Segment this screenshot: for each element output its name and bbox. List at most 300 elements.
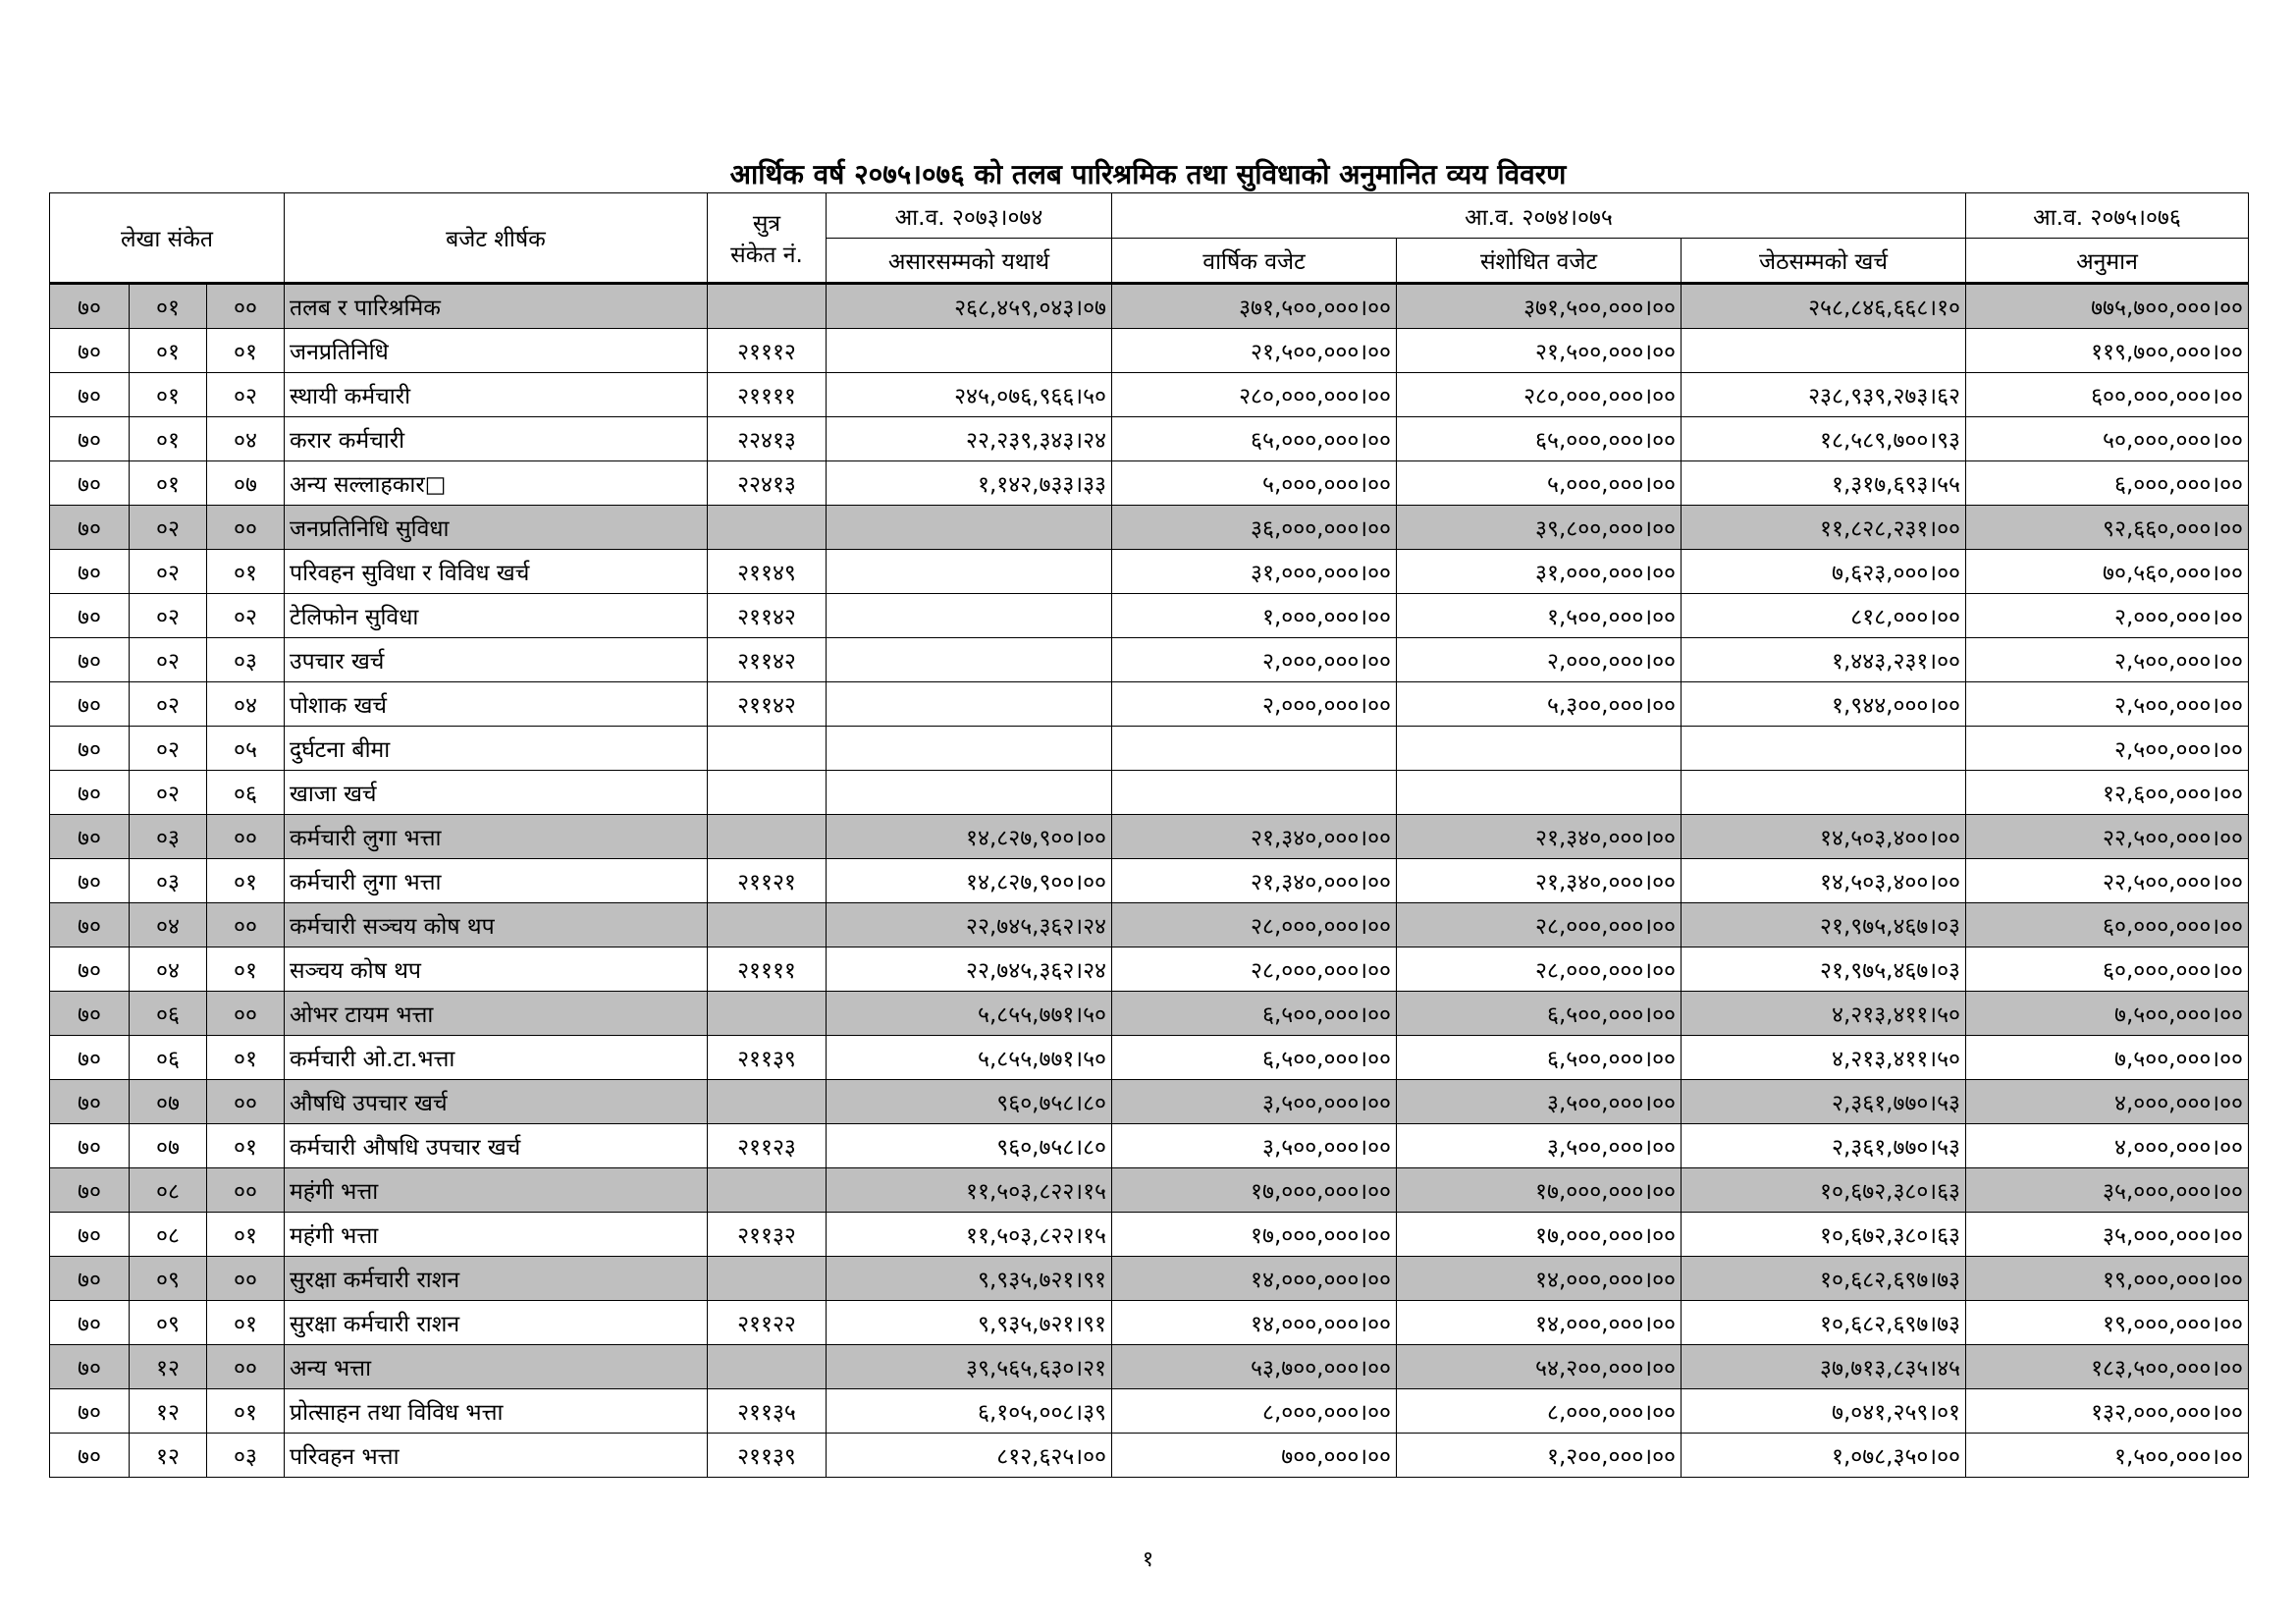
cell-code-2: ०२ xyxy=(130,727,207,771)
cell-code-1: ७० xyxy=(50,1345,130,1389)
table-row-group xyxy=(50,903,2249,947)
cell-revised-budget: ३१,०००,०००।०० xyxy=(1397,550,1682,594)
cell-estimate: १८३,५००,०००।०० xyxy=(1966,1345,2249,1389)
cell-estimate: १२,६००,०००।०० xyxy=(1966,771,2249,815)
cell-annual-budget: १४,०००,०००।०० xyxy=(1112,1301,1397,1345)
cell-code-1: ७० xyxy=(50,1080,130,1124)
cell-asar-actual: ३९,५६५,६३०।२१ xyxy=(827,1345,1112,1389)
cell-annual-budget: ६,५००,०००।०० xyxy=(1112,1036,1397,1080)
cell-code-3: ०१ xyxy=(207,1389,285,1434)
table-row xyxy=(50,1124,2249,1168)
cell-code-3: ०० xyxy=(207,992,285,1036)
cell-annual-budget: ७००,०००।०० xyxy=(1112,1434,1397,1478)
cell-annual-budget: २८,०००,०००।०० xyxy=(1112,947,1397,992)
cell-estimate: २२,५००,०००।०० xyxy=(1966,815,2249,859)
cell-jeth-expense: १०,६८२,६९७।७३ xyxy=(1682,1301,1966,1345)
cell-estimate: १३२,०००,०००।०० xyxy=(1966,1389,2249,1434)
cell-annual-budget: ३,५००,०००।०० xyxy=(1112,1124,1397,1168)
cell-sutra-code: २११३९ xyxy=(708,1036,827,1080)
cell-code-1: ७० xyxy=(50,1257,130,1301)
table-row xyxy=(50,550,2249,594)
cell-budget-title: कर्मचारी लुगा भत्ता xyxy=(285,815,708,859)
cell-code-2: ०४ xyxy=(130,903,207,947)
cell-code-1: ७० xyxy=(50,373,130,417)
cell-code-3: ०३ xyxy=(207,638,285,682)
header-sutra-line1: सुत्र xyxy=(752,211,781,237)
cell-asar-actual: ६,१०५,००८।३९ xyxy=(827,1389,1112,1434)
cell-jeth-expense: २,३६१,७७०।५३ xyxy=(1682,1124,1966,1168)
cell-estimate: ७,५००,०००।०० xyxy=(1966,1036,2249,1080)
cell-revised-budget: २८,०००,०००।०० xyxy=(1397,947,1682,992)
cell-code-1: ७० xyxy=(50,1434,130,1478)
cell-revised-budget: ३,५००,०००।०० xyxy=(1397,1124,1682,1168)
cell-code-3: ०० xyxy=(207,1257,285,1301)
cell-annual-budget xyxy=(1112,727,1397,771)
cell-revised-budget: १७,०००,०००।०० xyxy=(1397,1168,1682,1213)
cell-annual-budget: २,०००,०००।०० xyxy=(1112,638,1397,682)
cell-budget-title: पोशाक खर्च xyxy=(285,682,708,727)
cell-budget-title: कर्मचारी ओ.टा.भत्ता xyxy=(285,1036,708,1080)
cell-code-1: ७० xyxy=(50,1389,130,1434)
cell-sutra-code: २११४२ xyxy=(708,638,827,682)
cell-asar-actual xyxy=(827,329,1112,373)
cell-annual-budget: १,०००,०००।०० xyxy=(1112,594,1397,638)
cell-sutra-code: २२४१३ xyxy=(708,417,827,461)
cell-jeth-expense: १,३१७,६९३।५५ xyxy=(1682,461,1966,506)
cell-code-3: ०० xyxy=(207,815,285,859)
cell-code-2: ०३ xyxy=(130,859,207,903)
table-row xyxy=(50,1389,2249,1434)
cell-code-1: ७० xyxy=(50,727,130,771)
header-fy-075-076: आ.व. २०७५।०७६ xyxy=(1966,193,2249,239)
cell-revised-budget: ५,०००,०००।०० xyxy=(1397,461,1682,506)
cell-budget-title: सुरक्षा कर्मचारी राशन xyxy=(285,1257,708,1301)
cell-jeth-expense: १,०७८,३५०।०० xyxy=(1682,1434,1966,1478)
cell-sutra-code: २२४१३ xyxy=(708,461,827,506)
cell-estimate: ४,०००,०००।०० xyxy=(1966,1124,2249,1168)
cell-asar-actual: १४,८२७,९००।०० xyxy=(827,815,1112,859)
cell-revised-budget: २१,३४०,०००।०० xyxy=(1397,859,1682,903)
cell-annual-budget: १७,०००,०००।०० xyxy=(1112,1213,1397,1257)
cell-code-3: ०० xyxy=(207,1345,285,1389)
cell-revised-budget: ३,५००,०००।०० xyxy=(1397,1080,1682,1124)
table-row xyxy=(50,329,2249,373)
cell-estimate: ६०,०००,०००।०० xyxy=(1966,947,2249,992)
cell-revised-budget: १७,०००,०००।०० xyxy=(1397,1213,1682,1257)
cell-sutra-code: २११३२ xyxy=(708,1213,827,1257)
cell-sutra-code: २११३५ xyxy=(708,1389,827,1434)
cell-estimate: ३५,०००,०००।०० xyxy=(1966,1168,2249,1213)
cell-estimate: १९,०००,०००।०० xyxy=(1966,1257,2249,1301)
table-row xyxy=(50,373,2249,417)
header-asar-actual: असारसम्मको यथार्थ xyxy=(827,239,1112,284)
cell-budget-title: सुरक्षा कर्मचारी राशन xyxy=(285,1301,708,1345)
cell-code-1: ७० xyxy=(50,771,130,815)
cell-revised-budget: २८०,०००,०००।०० xyxy=(1397,373,1682,417)
cell-code-2: ०७ xyxy=(130,1124,207,1168)
cell-sutra-code: २११२२ xyxy=(708,1301,827,1345)
cell-budget-title: कर्मचारी लुगा भत्ता xyxy=(285,859,708,903)
cell-code-1: ७० xyxy=(50,1168,130,1213)
cell-code-3: ०१ xyxy=(207,1124,285,1168)
cell-annual-budget: १७,०००,०००।०० xyxy=(1112,1168,1397,1213)
cell-budget-title: महंगी भत्ता xyxy=(285,1168,708,1213)
cell-code-2: ०१ xyxy=(130,417,207,461)
cell-budget-title: उपचार खर्च xyxy=(285,638,708,682)
cell-annual-budget: ३६,०००,०००।०० xyxy=(1112,506,1397,550)
cell-code-3: ०१ xyxy=(207,947,285,992)
table-row-group xyxy=(50,284,2249,329)
cell-code-2: ०४ xyxy=(130,947,207,992)
cell-revised-budget: ८,०००,०००।०० xyxy=(1397,1389,1682,1434)
cell-budget-title: सञ्चय कोष थप xyxy=(285,947,708,992)
cell-code-3: ०२ xyxy=(207,373,285,417)
cell-estimate: ६०,०००,०००।०० xyxy=(1966,903,2249,947)
cell-jeth-expense: ४,२१३,४११।५० xyxy=(1682,1036,1966,1080)
table-row-group xyxy=(50,1345,2249,1389)
cell-code-1: ७० xyxy=(50,1036,130,1080)
table-row xyxy=(50,461,2249,506)
cell-code-2: १२ xyxy=(130,1345,207,1389)
cell-jeth-expense: २१,९७५,४६७।०३ xyxy=(1682,903,1966,947)
header-sutra-line2: संकेत नं. xyxy=(730,243,803,268)
cell-jeth-expense: ३७,७१३,८३५।४५ xyxy=(1682,1345,1966,1389)
cell-annual-budget: २१,३४०,०००।०० xyxy=(1112,815,1397,859)
cell-jeth-expense: १८,५८९,७००।९३ xyxy=(1682,417,1966,461)
cell-sutra-code: २११४२ xyxy=(708,594,827,638)
cell-jeth-expense: ४,२१३,४११।५० xyxy=(1682,992,1966,1036)
cell-code-2: ०१ xyxy=(130,329,207,373)
cell-sutra-code xyxy=(708,1168,827,1213)
header-fy-074-075: आ.व. २०७४।०७५ xyxy=(1112,193,1966,239)
cell-estimate: १९,०००,०००।०० xyxy=(1966,1301,2249,1345)
cell-estimate: ११९,७००,०००।०० xyxy=(1966,329,2249,373)
cell-asar-actual: २२,७४५,३६२।२४ xyxy=(827,947,1112,992)
cell-estimate: ६,०००,०००।०० xyxy=(1966,461,2249,506)
cell-asar-actual: २२,२३९,३४३।२४ xyxy=(827,417,1112,461)
cell-code-1: ७० xyxy=(50,859,130,903)
cell-revised-budget: ३७१,५००,०००।०० xyxy=(1397,284,1682,329)
cell-code-2: ०२ xyxy=(130,682,207,727)
cell-revised-budget: ५,३००,०००।०० xyxy=(1397,682,1682,727)
cell-asar-actual: ५,८५५,७७१।५० xyxy=(827,1036,1112,1080)
cell-jeth-expense: ११,८२८,२३१।०० xyxy=(1682,506,1966,550)
cell-asar-actual: २४५,०७६,९६६।५० xyxy=(827,373,1112,417)
cell-estimate: १,५००,०००।०० xyxy=(1966,1434,2249,1478)
cell-sutra-code xyxy=(708,815,827,859)
cell-code-3: ०६ xyxy=(207,771,285,815)
cell-annual-budget: ३,५००,०००।०० xyxy=(1112,1080,1397,1124)
cell-asar-actual xyxy=(827,638,1112,682)
cell-code-2: ०९ xyxy=(130,1301,207,1345)
cell-code-2: ०२ xyxy=(130,771,207,815)
cell-asar-actual xyxy=(827,550,1112,594)
cell-budget-title: तलब र पारिश्रमिक xyxy=(285,284,708,329)
cell-revised-budget: २१,३४०,०००।०० xyxy=(1397,815,1682,859)
cell-jeth-expense: २३८,९३९,२७३।६२ xyxy=(1682,373,1966,417)
cell-asar-actual: ९६०,७५८।८० xyxy=(827,1124,1112,1168)
cell-code-1: ७० xyxy=(50,815,130,859)
cell-budget-title: स्थायी कर्मचारी xyxy=(285,373,708,417)
cell-revised-budget: ६,५००,०००।०० xyxy=(1397,992,1682,1036)
cell-code-1: ७० xyxy=(50,1213,130,1257)
table-row xyxy=(50,682,2249,727)
cell-code-2: ०९ xyxy=(130,1257,207,1301)
cell-code-1: ७० xyxy=(50,1301,130,1345)
cell-revised-budget: ३९,८००,०००।०० xyxy=(1397,506,1682,550)
cell-estimate: ९२,६६०,०००।०० xyxy=(1966,506,2249,550)
cell-code-3: ०० xyxy=(207,1168,285,1213)
cell-asar-actual: ९६०,७५८।८० xyxy=(827,1080,1112,1124)
cell-sutra-code xyxy=(708,903,827,947)
table-row-group xyxy=(50,992,2249,1036)
cell-jeth-expense: १०,६७२,३८०।६३ xyxy=(1682,1168,1966,1213)
cell-asar-actual: २२,७४५,३६२।२४ xyxy=(827,903,1112,947)
cell-jeth-expense: २१,९७५,४६७।०३ xyxy=(1682,947,1966,992)
cell-annual-budget: ८,०००,०००।०० xyxy=(1112,1389,1397,1434)
cell-code-2: ०३ xyxy=(130,815,207,859)
cell-asar-actual xyxy=(827,594,1112,638)
cell-code-3: ०० xyxy=(207,284,285,329)
cell-code-3: ०१ xyxy=(207,1036,285,1080)
cell-jeth-expense xyxy=(1682,771,1966,815)
cell-annual-budget: २१,३४०,०००।०० xyxy=(1112,859,1397,903)
cell-asar-actual: ५,८५५,७७१।५० xyxy=(827,992,1112,1036)
cell-revised-budget: ५४,२००,०००।०० xyxy=(1397,1345,1682,1389)
cell-sutra-code xyxy=(708,727,827,771)
cell-annual-budget: ५३,७००,०००।०० xyxy=(1112,1345,1397,1389)
cell-budget-title: परिवहन भत्ता xyxy=(285,1434,708,1478)
cell-asar-actual: ८१२,६२५।०० xyxy=(827,1434,1112,1478)
table-row xyxy=(50,859,2249,903)
cell-annual-budget: २८०,०००,०००।०० xyxy=(1112,373,1397,417)
cell-estimate: ७७५,७००,०००।०० xyxy=(1966,284,2249,329)
cell-budget-title: प्रोत्साहन तथा विविध भत्ता xyxy=(285,1389,708,1434)
cell-jeth-expense xyxy=(1682,329,1966,373)
table-row xyxy=(50,594,2249,638)
cell-sutra-code xyxy=(708,1080,827,1124)
cell-code-1: ७० xyxy=(50,638,130,682)
cell-asar-actual xyxy=(827,771,1112,815)
table-body xyxy=(50,284,2249,1478)
cell-budget-title: करार कर्मचारी xyxy=(285,417,708,461)
cell-code-1: ७० xyxy=(50,550,130,594)
cell-jeth-expense: १४,५०३,४००।०० xyxy=(1682,815,1966,859)
cell-estimate: ७,५००,०००।०० xyxy=(1966,992,2249,1036)
cell-annual-budget: ३७१,५००,०००।०० xyxy=(1112,284,1397,329)
cell-revised-budget: २,०००,०००।०० xyxy=(1397,638,1682,682)
cell-asar-actual xyxy=(827,506,1112,550)
cell-code-3: ०१ xyxy=(207,1213,285,1257)
cell-code-1: ७० xyxy=(50,1124,130,1168)
cell-jeth-expense: १,४४३,२३१।०० xyxy=(1682,638,1966,682)
table-row-group xyxy=(50,815,2249,859)
cell-sutra-code xyxy=(708,284,827,329)
cell-budget-title: टेलिफोन सुविधा xyxy=(285,594,708,638)
table-row xyxy=(50,1036,2249,1080)
cell-jeth-expense: २५८,८४६,६६८।१० xyxy=(1682,284,1966,329)
cell-code-3: ०१ xyxy=(207,329,285,373)
cell-sutra-code: २११२१ xyxy=(708,859,827,903)
table-row xyxy=(50,1301,2249,1345)
cell-code-3: ०४ xyxy=(207,417,285,461)
page-number: १ xyxy=(1142,1547,1154,1572)
cell-code-1: ७० xyxy=(50,947,130,992)
header-jeth-expense: जेठसम्मको खर्च xyxy=(1682,239,1966,284)
table-row xyxy=(50,1434,2249,1478)
cell-code-2: ०६ xyxy=(130,1036,207,1080)
cell-code-2: ०७ xyxy=(130,1080,207,1124)
cell-code-1: ७० xyxy=(50,682,130,727)
cell-revised-budget: ६,५००,०००।०० xyxy=(1397,1036,1682,1080)
cell-code-1: ७० xyxy=(50,594,130,638)
cell-sutra-code xyxy=(708,506,827,550)
table-row-group xyxy=(50,1257,2249,1301)
table-row xyxy=(50,1213,2249,1257)
cell-budget-title: कर्मचारी सञ्चय कोष थप xyxy=(285,903,708,947)
header-fy-073-074: आ.व. २०७३।०७४ xyxy=(827,193,1112,239)
cell-asar-actual xyxy=(827,682,1112,727)
header-lekha-sanket: लेखा संकेत xyxy=(50,193,285,284)
cell-sutra-code: २११४९ xyxy=(708,550,827,594)
cell-sutra-code: २११४२ xyxy=(708,682,827,727)
table-row-group xyxy=(50,506,2249,550)
cell-code-2: ०२ xyxy=(130,506,207,550)
cell-sutra-code xyxy=(708,1257,827,1301)
cell-estimate: २२,५००,०००।०० xyxy=(1966,859,2249,903)
cell-jeth-expense: ७,०४१,२५९।०१ xyxy=(1682,1389,1966,1434)
cell-code-3: ०१ xyxy=(207,1301,285,1345)
cell-code-3: ०२ xyxy=(207,594,285,638)
cell-budget-title: दुर्घटना बीमा xyxy=(285,727,708,771)
cell-estimate: २,५००,०००।०० xyxy=(1966,638,2249,682)
cell-code-2: ०२ xyxy=(130,594,207,638)
cell-revised-budget: ६५,०००,०००।०० xyxy=(1397,417,1682,461)
cell-estimate: ७०,५६०,०००।०० xyxy=(1966,550,2249,594)
cell-revised-budget: १४,०००,०००।०० xyxy=(1397,1301,1682,1345)
cell-code-1: ७० xyxy=(50,903,130,947)
cell-code-2: १२ xyxy=(130,1434,207,1478)
cell-revised-budget: १४,०००,०००।०० xyxy=(1397,1257,1682,1301)
cell-budget-title: औषधि उपचार खर्च xyxy=(285,1080,708,1124)
table-row xyxy=(50,638,2249,682)
table-row xyxy=(50,771,2249,815)
cell-jeth-expense: १०,६८२,६९७।७३ xyxy=(1682,1257,1966,1301)
cell-jeth-expense: ७,६२३,०००।०० xyxy=(1682,550,1966,594)
cell-annual-budget: ५,०००,०००।०० xyxy=(1112,461,1397,506)
cell-budget-title: ओभर टायम भत्ता xyxy=(285,992,708,1036)
cell-code-3: ०० xyxy=(207,506,285,550)
cell-asar-actual: १,१४२,७३३।३३ xyxy=(827,461,1112,506)
cell-annual-budget: ३१,०००,०००।०० xyxy=(1112,550,1397,594)
cell-budget-title: जनप्रतिनिधि सुविधा xyxy=(285,506,708,550)
cell-jeth-expense: १,९४४,०००।०० xyxy=(1682,682,1966,727)
cell-sutra-code xyxy=(708,1345,827,1389)
header-estimate: अनुमान xyxy=(1966,239,2249,284)
cell-budget-title: महंगी भत्ता xyxy=(285,1213,708,1257)
budget-table xyxy=(49,192,2249,1478)
header-revised-budget: संशोधित वजेट xyxy=(1397,239,1682,284)
cell-annual-budget: २१,५००,०००।०० xyxy=(1112,329,1397,373)
cell-estimate: ३५,०००,०००।०० xyxy=(1966,1213,2249,1257)
cell-estimate: २,०००,०००।०० xyxy=(1966,594,2249,638)
cell-code-2: ०६ xyxy=(130,992,207,1036)
cell-estimate: ५०,०००,०००।०० xyxy=(1966,417,2249,461)
cell-sutra-code: २११११ xyxy=(708,373,827,417)
cell-annual-budget: १४,०००,०००।०० xyxy=(1112,1257,1397,1301)
cell-revised-budget: १,५००,०००।०० xyxy=(1397,594,1682,638)
cell-annual-budget: २,०००,०००।०० xyxy=(1112,682,1397,727)
cell-code-1: ७० xyxy=(50,329,130,373)
cell-code-2: ०२ xyxy=(130,638,207,682)
cell-sutra-code: २११२३ xyxy=(708,1124,827,1168)
cell-annual-budget: ६५,०००,०००।०० xyxy=(1112,417,1397,461)
cell-sutra-code: २१११२ xyxy=(708,329,827,373)
cell-annual-budget: २८,०००,०००।०० xyxy=(1112,903,1397,947)
cell-annual-budget: ६,५००,०००।०० xyxy=(1112,992,1397,1036)
cell-code-2: ०८ xyxy=(130,1213,207,1257)
cell-revised-budget xyxy=(1397,771,1682,815)
cell-estimate: २,५००,०००।०० xyxy=(1966,727,2249,771)
cell-jeth-expense: २,३६१,७७०।५३ xyxy=(1682,1080,1966,1124)
cell-code-3: ०३ xyxy=(207,1434,285,1478)
cell-code-3: ०१ xyxy=(207,859,285,903)
header-budget-shirshak: बजेट शीर्षक xyxy=(285,193,708,284)
cell-jeth-expense xyxy=(1682,727,1966,771)
cell-code-1: ७० xyxy=(50,506,130,550)
cell-code-3: ०५ xyxy=(207,727,285,771)
cell-code-3: ०४ xyxy=(207,682,285,727)
header-sutra xyxy=(708,193,827,284)
cell-code-3: ०० xyxy=(207,903,285,947)
cell-code-2: ०८ xyxy=(130,1168,207,1213)
table-row xyxy=(50,727,2249,771)
cell-sutra-code: २११११ xyxy=(708,947,827,992)
page-title: आर्थिक वर्ष २०७५।०७६ को तलब पारिश्रमिक तथा सुविधाको अनुमानित व्यय विवरण xyxy=(729,158,1567,190)
cell-budget-title: जनप्रतिनिधि xyxy=(285,329,708,373)
cell-code-1: ७० xyxy=(50,417,130,461)
cell-code-1: ७० xyxy=(50,992,130,1036)
cell-budget-title: अन्य भत्ता xyxy=(285,1345,708,1389)
cell-budget-title: खाजा खर्च xyxy=(285,771,708,815)
cell-sutra-code: २११३९ xyxy=(708,1434,827,1478)
cell-code-3: ०० xyxy=(207,1080,285,1124)
cell-estimate: २,५००,०००।०० xyxy=(1966,682,2249,727)
table-header xyxy=(50,193,2249,284)
cell-code-2: ०१ xyxy=(130,373,207,417)
cell-code-1: ७० xyxy=(50,461,130,506)
cell-budget-title: कर्मचारी औषधि उपचार खर्च xyxy=(285,1124,708,1168)
cell-code-2: १२ xyxy=(130,1389,207,1434)
cell-revised-budget: २८,०००,०००।०० xyxy=(1397,903,1682,947)
cell-asar-actual: ९,९३५,७२१।९१ xyxy=(827,1301,1112,1345)
cell-asar-actual: ११,५०३,८२२।१५ xyxy=(827,1213,1112,1257)
cell-code-2: ०१ xyxy=(130,461,207,506)
cell-code-2: ०२ xyxy=(130,550,207,594)
cell-code-1: ७० xyxy=(50,284,130,329)
cell-sutra-code xyxy=(708,992,827,1036)
cell-revised-budget: २१,५००,०००।०० xyxy=(1397,329,1682,373)
table-row xyxy=(50,947,2249,992)
cell-revised-budget xyxy=(1397,727,1682,771)
table-row-group xyxy=(50,1080,2249,1124)
cell-code-2: ०१ xyxy=(130,284,207,329)
table-row-group xyxy=(50,1168,2249,1213)
cell-asar-actual xyxy=(827,727,1112,771)
cell-asar-actual: ११,५०३,८२२।१५ xyxy=(827,1168,1112,1213)
table-row xyxy=(50,417,2249,461)
cell-code-3: ०७ xyxy=(207,461,285,506)
